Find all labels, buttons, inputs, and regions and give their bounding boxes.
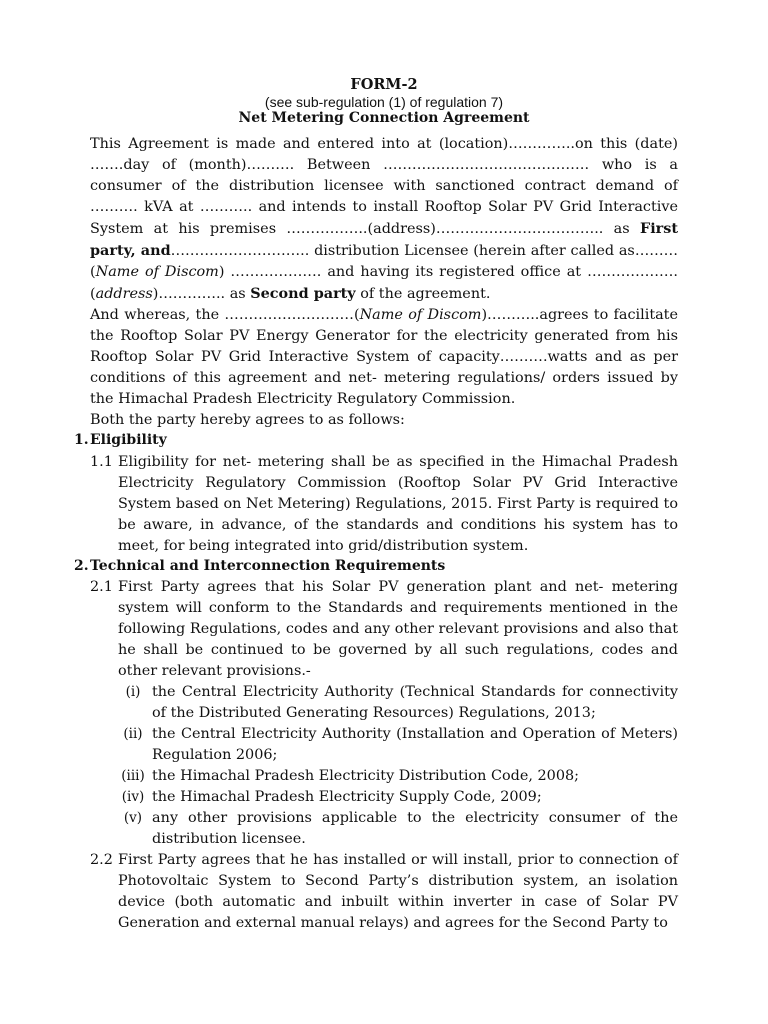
clause-2-1: 2.1 First Party agrees that his Solar PV generation plant and net- metering system will conform to the Standards and requirements mentioned in the following Regulations, codes and any other relevant provisions and also that he shall be continued to be governed by all such regulations, codes and other relevant provisions.- — [90, 579, 678, 679]
list-item: (ii) the Central Electricity Authority (Installation and Operation of Meters) Regulation 2006; — [123, 726, 678, 763]
agreement-title: Net Metering Connection Agreement — [238, 110, 530, 126]
clause-1-1: 1.1 Eligibility for net- metering shall be as specified in the Himachal Pradesh Electricity Regulatory Commission (Rooftop Solar PV Grid Interactive System based on Net Metering) Regulations, 2015. First Party is required to be aware, in advance, of the standards and conditions his system has to meet, for being integrated into grid/distribution system. — [90, 454, 678, 554]
list-item: (iii) the Himachal Pradesh Electricity Distribution Code, 2008; — [121, 768, 579, 784]
form-title: FORM-2 — [350, 76, 418, 93]
list-item: (v) any other provisions applicable to the electricity consumer of the distribution licensee. — [123, 810, 678, 847]
list-item: (iv) the Himachal Pradesh Electricity Supply Code, 2009; — [121, 789, 542, 805]
form-subtitle: (see sub-regulation (1) of regulation 7) — [264, 94, 504, 110]
clause-2-2: 2.2 First Party agrees that he has installed or will install, prior to connection of Photovoltaic System to Second Party’s distribution system, an isolation device (both automatic and inbuilt within inverter in case of Solar PV Generation and external manual relays) and agrees for the Second Party to — [90, 852, 678, 931]
intro-paragraph: This Agreement is made and entered into at (location)…………..on this (date) …….day of (month)………. Between ……………………………………. who is a consumer of the distribution licensee with sanctioned contract demand of ………. kVA at ……….. and intends to install Rooftop Solar PV Grid Interactive System at his premises ……………..(address)…………………………….. as First party, and……………………….. distribution Licensee (herein after called as……… (Name of Discom) ………………. and having its registered office at ……………….(address)………….. as Second party of the agreement. — [90, 136, 678, 302]
agreement-lead: Both the party hereby agrees to as follows: — [90, 412, 405, 428]
list-item: (i) the Central Electricity Authority (Technical Standards for connectivity of the Distributed Generating Resources) Regulations, 2013; — [125, 684, 678, 721]
section-heading-eligibility: 1.Eligibility — [74, 432, 167, 448]
whereas-paragraph: And whereas, the ………………………(Name of Discom)………..agrees to facilitate the Rooftop Solar PV Energy Generator for the electricity generated from his Rooftop Solar PV Grid Interactive System of capacity……….watts and as per conditions of this agreement and net- metering regulations/ orders issued by the Himachal Pradesh Electricity Regulatory Commission. — [90, 307, 678, 407]
section-heading-technical: 2.Technical and Interconnection Requirements — [74, 558, 446, 574]
